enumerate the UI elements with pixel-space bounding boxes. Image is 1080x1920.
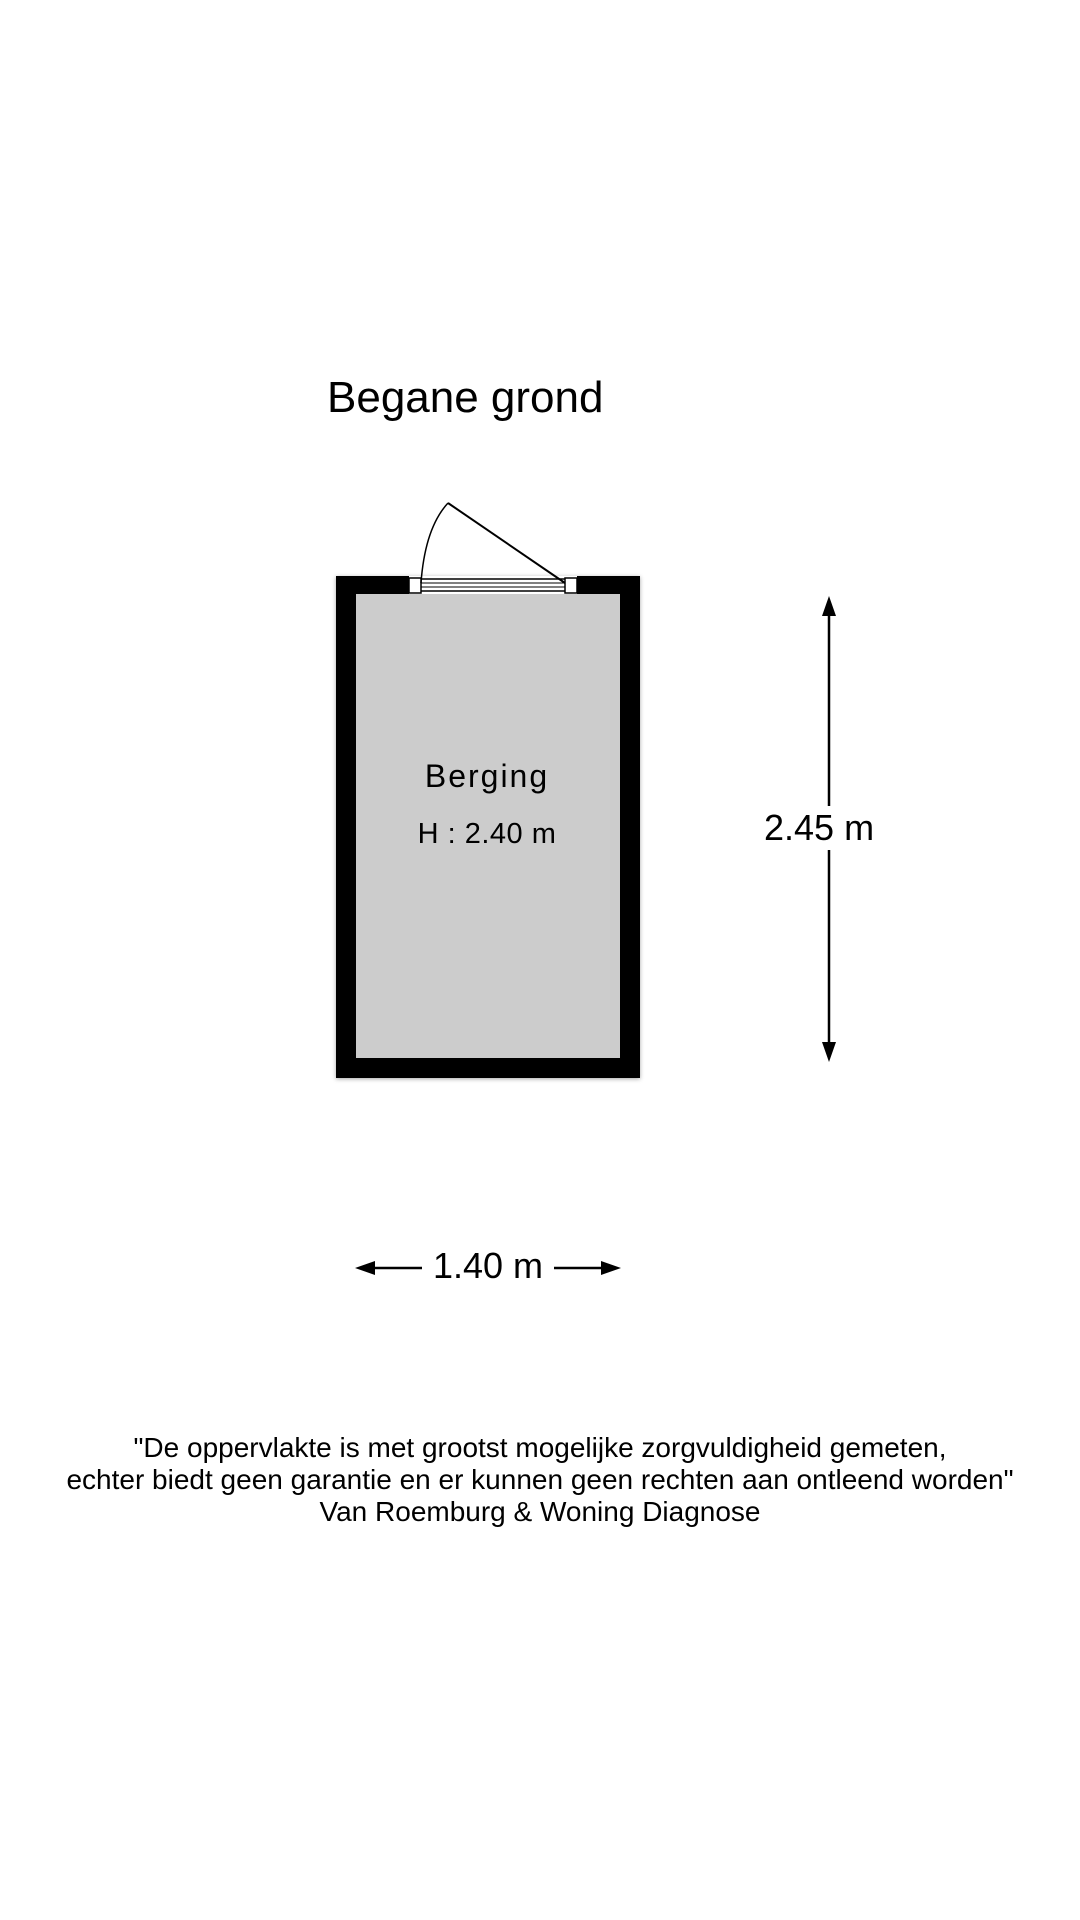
arrow-left-icon [355,1261,375,1275]
arrow-right-icon [601,1261,621,1275]
disclaimer [0,1432,1080,1528]
disclaimer-line-1: "De oppervlakte is met grootst mogelijke zorgvuldigheid gemeten, [133,1432,947,1463]
width-dimension-label: 1.40 m [428,1244,548,1288]
room-height-label: H : 2.40 m [417,818,557,850]
door-swing-icon [409,503,577,594]
room-name: Berging [424,758,550,794]
arrow-up-icon [822,596,836,616]
arrow-down-icon [822,1042,836,1062]
floor-title: Begane grond [327,373,604,422]
disclaimer-line-2: echter biedt geen garantie en er kunnen geen rechten aan ontleend worden" [66,1464,1014,1495]
length-dimension-label: 2.45 m [764,806,894,850]
disclaimer-line-3: Van Roemburg & Woning Diagnose [319,1496,761,1527]
